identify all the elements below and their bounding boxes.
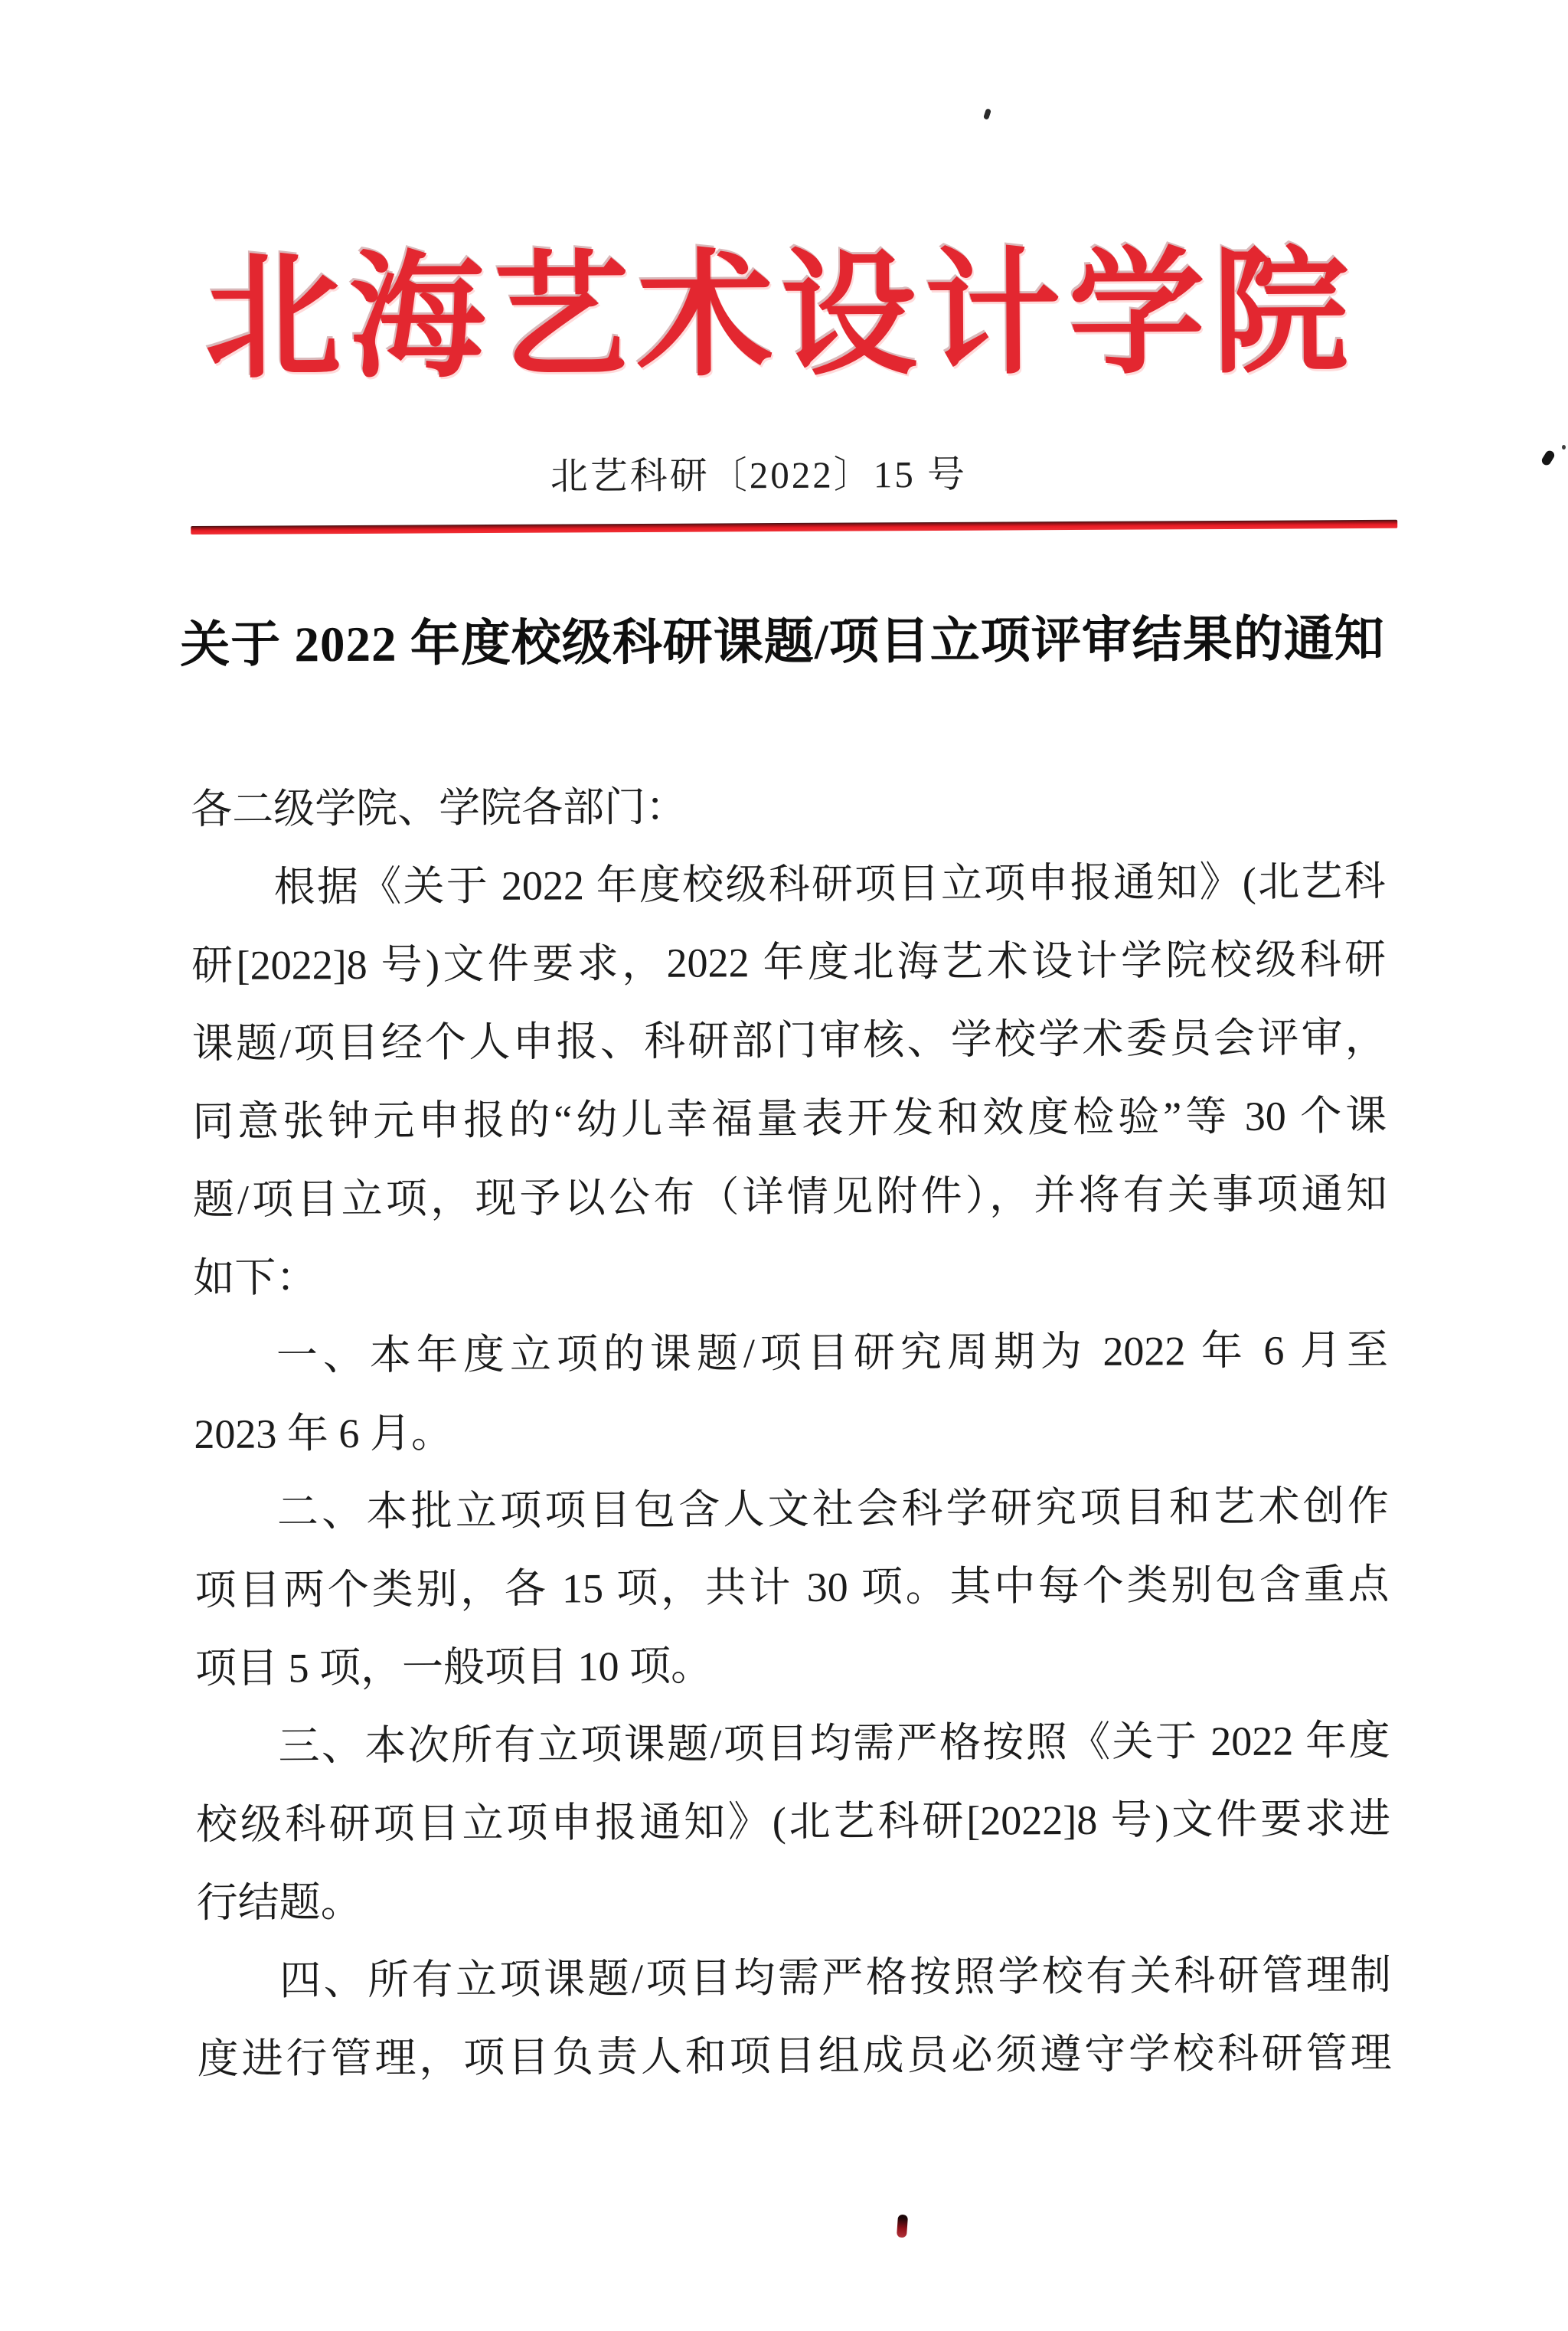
body-line: 各二级学院、学院各部门：	[190, 783, 688, 833]
body-line: 项目两个类别，各 15 项，共计 30 项。其中每个类别包含重点	[194, 1561, 1390, 1614]
document-title: 关于 2022 年度校级科研课题/项目立项评审结果的通知	[180, 611, 1385, 674]
body-line: 校级科研项目立项申报通知》(北艺科研[2022]8 号)文件要求进	[195, 1795, 1391, 1849]
document-body	[191, 764, 1392, 2098]
body-line: 课题/项目经个人申报、科研部门审核、学校学术委员会评审，	[191, 1014, 1387, 1067]
body-line: 四、所有立项课题/项目均需严格按照学校有关科研管理制	[279, 1951, 1392, 2004]
body-line: 一、本年度立项的课题/项目研究周期为 2022 年 6 月至	[276, 1326, 1389, 1379]
body-line: 同意张钟元申报的“幼儿幸福量表开发和效度检验”等 30 个课	[192, 1092, 1387, 1146]
red-divider-line	[191, 520, 1397, 535]
body-line: 题/项目立项，现予以公布（详情见附件），并将有关事项通知	[192, 1170, 1387, 1224]
letterhead-org-title: 北海艺术设计学院	[204, 237, 1357, 395]
body-line: 根据《关于 2022 年度校级科研项目立项申报通知》(北艺科	[273, 858, 1386, 910]
body-line: 项目 5 项，一般项目 10 项。	[194, 1643, 713, 1692]
body-line: 度进行管理，项目负责人和项目组成员必须遵守学校科研管理	[197, 2029, 1392, 2083]
red-ink-mark-bottom	[897, 2215, 908, 2238]
body-line: 二、本批立项项目包含人文社会科学研究项目和艺术创作	[276, 1483, 1390, 1535]
body-line: 2023 年 6 月。	[194, 1410, 453, 1458]
body-line: 如下：	[193, 1254, 318, 1302]
body-line: 研[2022]8 号)文件要求，2022 年度北海艺术设计学院校级科研	[191, 936, 1387, 989]
document-number: 北艺科研〔2022〕15 号	[550, 453, 968, 498]
body-line: 三、本次所有立项课题/项目均需严格按照《关于 2022 年度	[278, 1717, 1390, 1770]
body-line: 行结题。	[196, 1878, 362, 1927]
ink-dot-right-margin	[1562, 445, 1566, 450]
